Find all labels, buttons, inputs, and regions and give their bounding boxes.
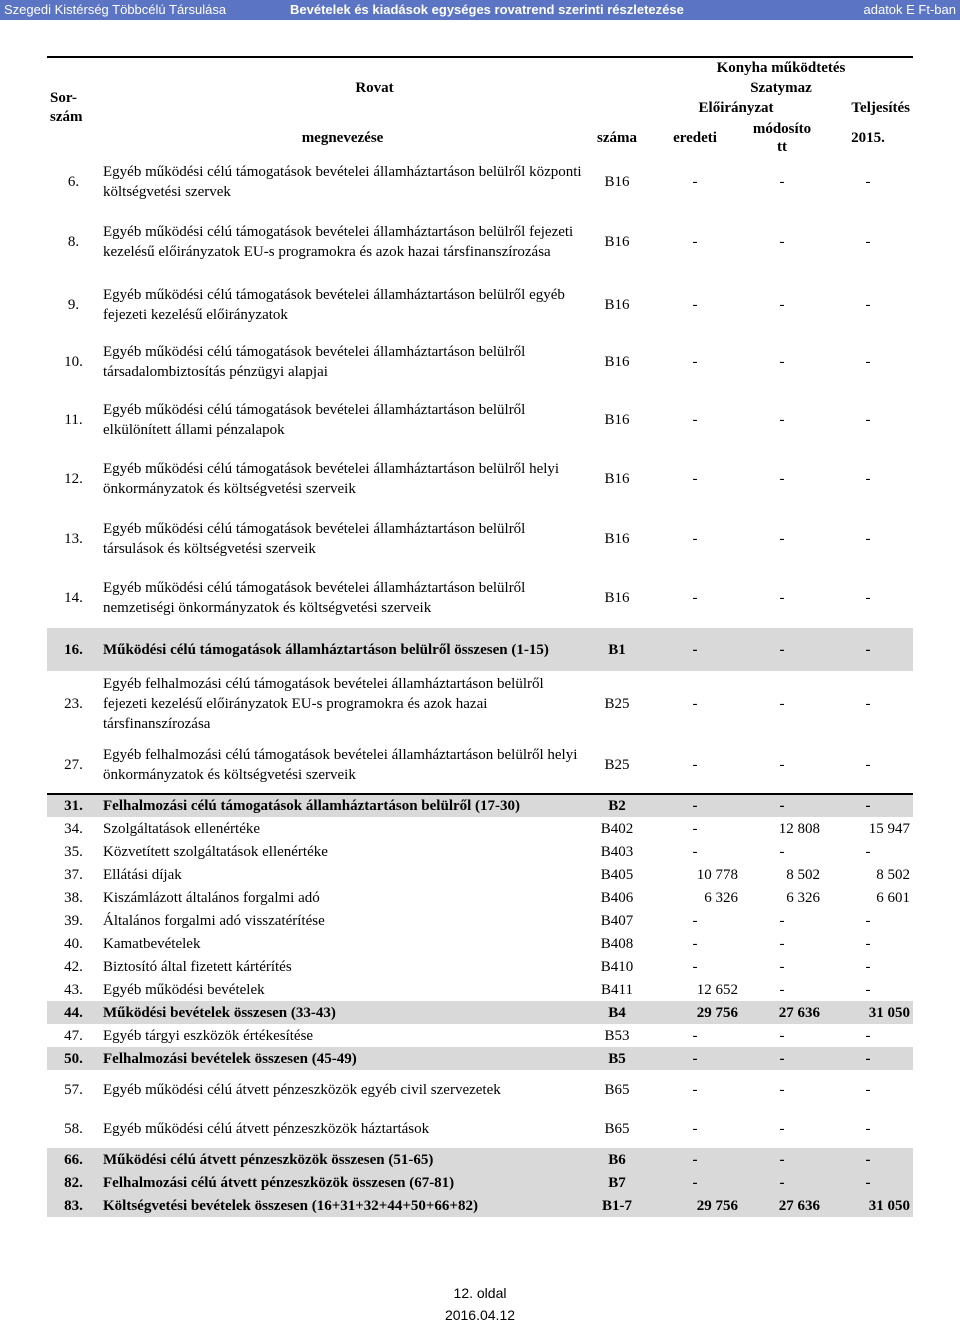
row-number: 16. xyxy=(64,641,83,658)
row-original-value: - xyxy=(692,530,698,547)
row-original-value: - xyxy=(692,590,698,606)
table-row xyxy=(47,509,913,568)
row-name: Általános forgalmi adó visszatérítése xyxy=(103,912,325,929)
row-code: B25 xyxy=(604,756,630,773)
page-header-bar xyxy=(0,0,960,20)
row-modified-value: - xyxy=(779,958,785,975)
row-code: B16 xyxy=(604,412,630,428)
table-row xyxy=(47,1024,913,1047)
row-original-value: 10 778 xyxy=(696,866,739,883)
table-row xyxy=(47,909,913,932)
row-original-value: 6 326 xyxy=(704,889,739,906)
row-fulfillment-value: - xyxy=(865,935,871,952)
row-fulfillment-value: - xyxy=(865,590,871,606)
row-modified-value: - xyxy=(779,981,785,998)
row-fulfillment-value: - xyxy=(865,1081,871,1098)
row-code: B16 xyxy=(604,174,630,190)
row-name: Egyéb működési célú támogatások bevételei államháztartáson belülről társadalombiztosítás pénzügyi alapjai xyxy=(103,343,526,380)
row-code: B65 xyxy=(604,1081,630,1098)
row-fulfillment-value: - xyxy=(865,981,871,998)
row-code: B406 xyxy=(600,889,634,906)
row-original-value: - xyxy=(692,820,698,837)
row-fulfillment-value: 31 050 xyxy=(868,1004,911,1021)
row-fulfillment-value: 15 947 xyxy=(868,820,911,837)
row-fulfillment-value: - xyxy=(823,794,913,817)
row-code: B7 xyxy=(608,1174,626,1191)
row-name: Működési célú átvett pénzeszközök összesen (51-65) xyxy=(103,1151,434,1168)
row-code: B16 xyxy=(604,233,630,250)
row-original-value: - xyxy=(692,843,698,860)
row-name: Felhalmozási célú támogatások államháztartáson belülről (17-30) xyxy=(100,794,585,817)
row-number: 50. xyxy=(64,1050,83,1067)
row-number: 14. xyxy=(64,590,83,606)
row-code: B410 xyxy=(600,958,634,975)
row-code: B16 xyxy=(604,353,630,370)
row-modified-value: - xyxy=(779,843,785,860)
unit-label: adatok E Ft-ban xyxy=(863,2,956,17)
page-number: 12. oldal xyxy=(453,1285,507,1301)
table-body xyxy=(47,158,913,1217)
row-modified-value: - xyxy=(779,756,785,773)
row-number: 58. xyxy=(64,1120,83,1137)
print-date: 2016.04.12 xyxy=(444,1307,516,1323)
row-modified-value: - xyxy=(779,296,785,313)
row-modified-value: - xyxy=(779,1120,785,1137)
organization-name: Szegedi Kistérség Többcélú Társulása xyxy=(4,2,227,17)
row-code: B1 xyxy=(608,641,626,658)
row-original-value: - xyxy=(692,353,698,370)
row-name: Kamatbevételek xyxy=(103,935,201,952)
modified-header: módosíto tt xyxy=(752,121,812,155)
row-original-value: - xyxy=(692,233,698,250)
row-fulfillment-value: - xyxy=(865,1120,871,1137)
row-number: 66. xyxy=(64,1151,83,1168)
row-number: 34. xyxy=(64,820,83,837)
row-code: B408 xyxy=(600,935,634,952)
row-name: Egyéb működési célú támogatások bevételei államháztartáson belülről társulások és költségvetési szerveik xyxy=(103,520,526,557)
row-code: B53 xyxy=(604,1027,630,1044)
row-number: 42. xyxy=(64,958,83,975)
row-modified-value: - xyxy=(779,1050,785,1067)
row-name: Egyéb működési célú átvett pénzeszközök egyéb civil szervezetek xyxy=(103,1081,501,1098)
row-fulfillment-value: - xyxy=(865,641,871,658)
row-original-value: - xyxy=(692,296,698,313)
group-subtitle: Szatymaz xyxy=(750,80,812,96)
row-fulfillment-value: 8 502 xyxy=(876,866,911,883)
row-code: B16 xyxy=(604,471,630,487)
row-fulfillment-value: - xyxy=(865,843,871,860)
row-modified-value: - xyxy=(779,471,785,487)
row-name: Ellátási díjak xyxy=(103,866,182,883)
year-header: 2015. xyxy=(851,130,885,146)
document-title: Bevételek és kiadások egységes rovatrend szerinti részletezése xyxy=(290,2,684,17)
row-original-value: - xyxy=(692,471,698,487)
row-fulfillment-value: - xyxy=(865,756,871,773)
row-name: Biztosító által fizetett kártérítés xyxy=(103,958,292,975)
row-fulfillment-value: - xyxy=(865,174,871,190)
row-modified-value: - xyxy=(779,1174,785,1191)
table-row xyxy=(47,794,913,817)
row-name: Működési bevételek összesen (33-43) xyxy=(103,1004,336,1021)
row-fulfillment-value: 31 050 xyxy=(868,1197,911,1214)
revenue-table xyxy=(47,56,913,1217)
table-row xyxy=(47,158,913,206)
row-number: 10. xyxy=(64,353,83,370)
row-original-value: - xyxy=(692,1027,698,1044)
table-row xyxy=(47,886,913,909)
table-row xyxy=(47,955,913,978)
table-row xyxy=(47,1148,913,1171)
row-original-value: - xyxy=(692,1050,698,1067)
row-modified-value: - xyxy=(779,530,785,547)
row-fulfillment-value: - xyxy=(865,1050,871,1067)
row-number: 31. xyxy=(47,794,100,817)
row-original-value: - xyxy=(692,412,698,428)
table-row xyxy=(47,1047,913,1070)
row-number: 37. xyxy=(64,866,83,883)
row-number: 9. xyxy=(67,296,80,313)
row-number: 39. xyxy=(64,912,83,929)
table-row xyxy=(47,628,913,671)
row-fulfillment-value: - xyxy=(865,233,871,250)
row-number: 8. xyxy=(67,233,80,250)
row-code: B2 xyxy=(585,794,649,817)
row-name: Költségvetési bevételek összesen (16+31+32+44+50+66+82) xyxy=(103,1197,478,1214)
row-modified-value: - xyxy=(779,912,785,929)
row-original-value: - xyxy=(692,174,698,190)
row-original-value: 29 756 xyxy=(696,1197,739,1214)
row-number: 43. xyxy=(64,981,83,998)
row-number: 47. xyxy=(64,1027,83,1044)
table-row xyxy=(47,1070,913,1109)
row-original-value: - xyxy=(692,695,698,712)
row-name: Felhalmozási bevételek összesen (45-49) xyxy=(103,1050,357,1067)
table-row xyxy=(47,840,913,863)
row-name: Egyéb tárgyi eszközök értékesítése xyxy=(103,1027,314,1044)
row-modified-value: 12 808 xyxy=(778,820,821,837)
table-row xyxy=(47,736,913,794)
row-modified-value: - xyxy=(779,233,785,250)
row-name: Szolgáltatások ellenértéke xyxy=(103,820,261,837)
row-original-value: 12 652 xyxy=(696,981,739,998)
table-row xyxy=(47,1001,913,1024)
row-modified-value: - xyxy=(779,412,785,428)
row-original-value: 29 756 xyxy=(696,1004,739,1021)
row-code: B16 xyxy=(604,530,630,547)
table-row xyxy=(47,932,913,955)
row-code: B405 xyxy=(600,866,634,883)
row-code: B25 xyxy=(604,695,630,712)
row-name: Felhalmozási célú átvett pénzeszközök összesen (67-81) xyxy=(103,1174,455,1191)
group-title: Konyha működtetés xyxy=(649,57,913,78)
table-row xyxy=(47,671,913,736)
row-code: B403 xyxy=(600,843,634,860)
row-code: B1-7 xyxy=(602,1197,632,1214)
appropriation-header: Előirányzat xyxy=(698,100,774,116)
row-code: B5 xyxy=(608,1050,626,1067)
row-name: Kiszámlázott általános forgalmi adó xyxy=(103,889,320,906)
row-name: Egyéb működési célú támogatások bevételei államháztartáson belülről egyéb fejezeti kezelésű előirányzatok xyxy=(103,286,565,323)
table-row xyxy=(47,391,913,449)
row-number: 23. xyxy=(64,695,83,712)
row-number: 27. xyxy=(64,756,83,773)
row-fulfillment-value: 6 601 xyxy=(876,889,911,906)
row-fulfillment-value: - xyxy=(865,471,871,487)
row-modified-value: 8 502 xyxy=(786,866,821,883)
row-number: 57. xyxy=(64,1081,83,1098)
row-name: Egyéb működési célú támogatások bevételei államháztartáson belülről elkülönített állami pénzalapok xyxy=(103,402,526,438)
row-fulfillment-value: - xyxy=(865,1151,871,1168)
name-header: megnevezése xyxy=(301,130,384,146)
row-code: B16 xyxy=(604,590,630,606)
row-name: Egyéb működési bevételek xyxy=(103,981,265,998)
row-modified-value: - xyxy=(779,174,785,190)
row-code: B411 xyxy=(601,981,633,998)
row-code: B402 xyxy=(600,820,634,837)
row-modified-value: - xyxy=(741,794,823,817)
fulfillment-header: Teljesítés xyxy=(851,100,911,116)
code-header: száma xyxy=(597,130,637,146)
row-modified-value: - xyxy=(779,935,785,952)
table-row xyxy=(47,277,913,332)
table-row xyxy=(47,1171,913,1194)
original-header: eredeti xyxy=(673,130,717,146)
table-row xyxy=(47,1109,913,1148)
row-name: Egyéb működési célú átvett pénzeszközök háztartások xyxy=(103,1120,430,1137)
table-row xyxy=(47,449,913,509)
row-original-value: - xyxy=(692,641,698,658)
row-name: Egyéb működési célú támogatások bevételei államháztartáson belülről központi költségvetési szervek xyxy=(103,164,582,200)
row-modified-value: 27 636 xyxy=(778,1197,821,1214)
row-modified-value: 27 636 xyxy=(778,1004,821,1021)
row-fulfillment-value: - xyxy=(865,530,871,547)
row-number: 38. xyxy=(64,889,83,906)
row-name: Működési célú támogatások államháztartáson belülről összesen (1-15) xyxy=(103,641,549,658)
row-number: 82. xyxy=(64,1174,83,1191)
row-code: B6 xyxy=(608,1151,626,1168)
row-modified-value: - xyxy=(779,641,785,658)
row-fulfillment-value: - xyxy=(865,296,871,313)
row-number: 40. xyxy=(64,935,83,952)
row-code: B407 xyxy=(600,912,634,929)
row-fulfillment-value: - xyxy=(865,1174,871,1191)
row-modified-value: - xyxy=(779,1151,785,1168)
row-name: Közvetített szolgáltatások ellenértéke xyxy=(103,843,328,860)
row-fulfillment-value: - xyxy=(865,412,871,428)
row-number: 44. xyxy=(64,1004,83,1021)
serial-number-header: Sor- szám xyxy=(50,90,83,125)
row-fulfillment-value: - xyxy=(865,912,871,929)
row-original-value: - xyxy=(692,756,698,773)
row-modified-value: 6 326 xyxy=(786,889,821,906)
row-modified-value: - xyxy=(779,695,785,712)
row-code: B65 xyxy=(604,1120,630,1137)
row-fulfillment-value: - xyxy=(865,1027,871,1044)
row-number: 11. xyxy=(64,412,83,428)
table-row xyxy=(47,978,913,1001)
table-row xyxy=(47,1194,913,1217)
table-row xyxy=(47,206,913,277)
row-original-value: - xyxy=(692,1120,698,1137)
row-original-value: - xyxy=(692,1081,698,1098)
row-original-value: - xyxy=(649,794,741,817)
row-fulfillment-value: - xyxy=(865,353,871,370)
row-name: Egyéb felhalmozási célú támogatások bevételei államháztartáson belülről helyi önkormányzatok és költségvetési szerveik xyxy=(103,746,578,783)
row-modified-value: - xyxy=(779,590,785,606)
row-modified-value: - xyxy=(779,1027,785,1044)
row-modified-value: - xyxy=(779,353,785,370)
row-original-value: - xyxy=(692,1174,698,1191)
row-fulfillment-value: - xyxy=(865,958,871,975)
row-code: B16 xyxy=(604,296,630,313)
table-row xyxy=(47,332,913,391)
table-header xyxy=(47,57,913,158)
row-name: Egyéb működési célú támogatások bevételei államháztartáson belülről helyi önkormányzatok és költségvetési szerveik xyxy=(103,461,560,497)
row-code: B4 xyxy=(608,1004,626,1021)
row-fulfillment-value: - xyxy=(865,695,871,712)
row-original-value: - xyxy=(692,935,698,952)
rovat-header: Rovat xyxy=(355,80,394,96)
row-number: 12. xyxy=(64,471,83,487)
table-row xyxy=(47,863,913,886)
row-original-value: - xyxy=(692,912,698,929)
row-number: 83. xyxy=(64,1197,83,1214)
row-name: Egyéb felhalmozási célú támogatások bevételei államháztartáson belülről fejezeti kezelésű előirányzatok EU-s programokra és azok hazai társfinanszírozása xyxy=(103,675,544,732)
row-name: Egyéb működési célú támogatások bevételei államháztartáson belülről fejezeti kezelésű előirányzatok EU-s programokra és azok hazai társfinanszírozása xyxy=(103,223,574,260)
row-number: 13. xyxy=(64,530,83,547)
row-number: 35. xyxy=(64,843,83,860)
row-original-value: - xyxy=(692,1151,698,1168)
row-modified-value: - xyxy=(779,1081,785,1098)
table-row xyxy=(47,817,913,840)
row-original-value: - xyxy=(692,958,698,975)
table-row xyxy=(47,568,913,628)
row-number: 6. xyxy=(67,174,80,190)
row-name: Egyéb működési célú támogatások bevételei államháztartáson belülről nemzetiségi önkormányzatok és költségvetési szerveik xyxy=(103,580,526,616)
